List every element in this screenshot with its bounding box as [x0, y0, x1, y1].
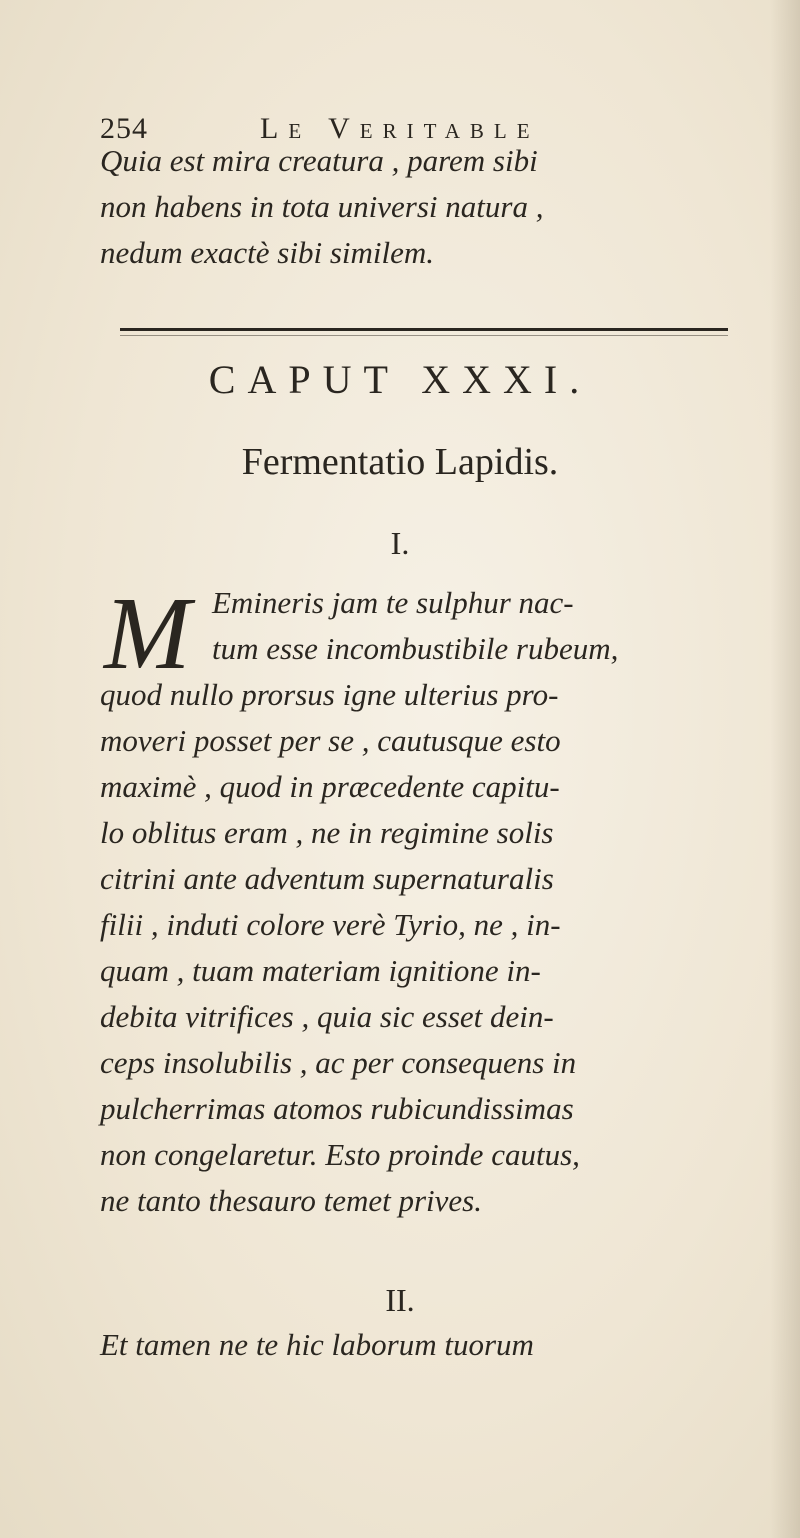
body-line: lo oblitus eram , ne in regimine solis	[100, 815, 554, 850]
chapter-heading: CAPUT XXXI.	[208, 357, 592, 402]
body-line: moveri posset per se , cautusque esto	[100, 723, 561, 758]
body-line: ne tanto thesauro temet prives.	[100, 1183, 482, 1218]
page-number: 254	[100, 112, 148, 145]
chapter-divider-rule	[120, 328, 728, 331]
section-1-body	[100, 672, 760, 1224]
quote-line: non habens in tota universi natura ,	[100, 189, 544, 224]
section-1-opening	[212, 580, 772, 672]
quote-line: nedum exactè sibi similem.	[100, 235, 435, 270]
chapter-subtitle: Fermentatio Lapidis.	[241, 441, 559, 483]
body-line: non congelaretur. Esto proinde cautus,	[100, 1137, 580, 1172]
section-2-body	[100, 1322, 760, 1368]
quote-line: Quia est mira creatura , parem sibi	[100, 143, 538, 178]
body-line: tum esse incombustibile rubeum,	[212, 631, 619, 666]
chapter-divider-rule-thin	[120, 335, 728, 336]
body-line: citrini ante adventum supernaturalis	[100, 861, 554, 896]
running-title: Le Veritable	[260, 112, 540, 145]
section-number-2: II.	[385, 1282, 415, 1318]
body-line: quam , tuam materiam ignitione in-	[100, 953, 541, 988]
body-line: ceps insolubilis , ac per consequens in	[100, 1045, 577, 1080]
drop-cap: M	[104, 576, 191, 691]
body-line: quod nullo prorsus igne ulterius pro-	[100, 677, 559, 712]
body-line: debita vitrifices , quia sic esset dein-	[100, 999, 554, 1034]
body-line: Et tamen ne te hic laborum tuorum	[100, 1327, 534, 1362]
body-line: Emineris jam te sulphur nac-	[212, 585, 574, 620]
body-line: filii , induti colore verè Tyrio, ne , in-	[100, 907, 561, 942]
section-number-1: I.	[390, 525, 410, 561]
body-line: pulcherrimas atomos rubicundissimas	[100, 1091, 574, 1126]
body-line: maximè , quod in præcedente capitu-	[100, 769, 560, 804]
closing-quote	[100, 138, 760, 276]
